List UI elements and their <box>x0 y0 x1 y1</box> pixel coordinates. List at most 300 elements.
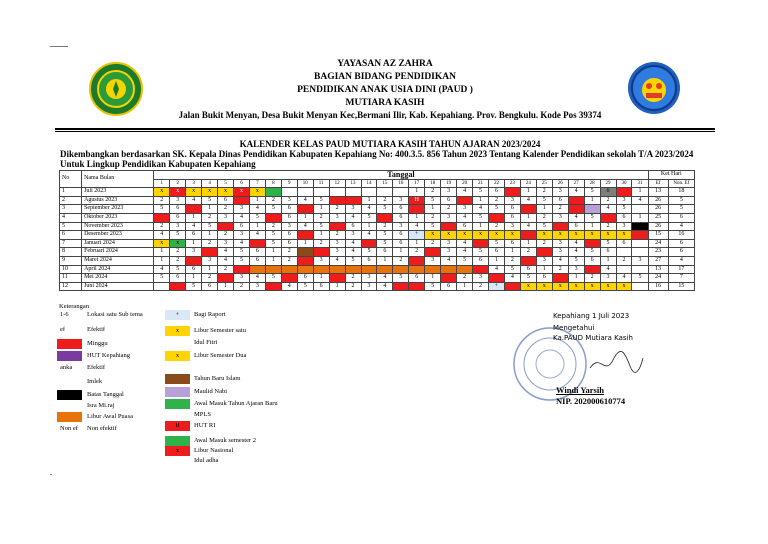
day-cell: 6 <box>600 248 616 257</box>
row-nonef: 4 <box>668 222 694 231</box>
day-cell: 5 <box>600 239 616 248</box>
legend-label: Minggu <box>87 340 108 347</box>
day-cell: 3 <box>202 256 218 265</box>
bottom-dot <box>50 474 52 475</box>
day-cell <box>473 239 489 248</box>
day-cell: 5 <box>473 248 489 257</box>
row-nonef: 6 <box>668 248 694 257</box>
day-cell: x <box>457 231 473 240</box>
signature-place-date: Kepahiang 1 Juli 2023 <box>553 312 630 320</box>
col-nama-bulan: Nama Bulan <box>82 171 154 188</box>
day-cell: 2 <box>536 239 552 248</box>
day-cell: 4 <box>345 248 361 257</box>
day-cell: 3 <box>552 248 568 257</box>
header-divider-top <box>55 128 715 130</box>
day-cell: 3 <box>441 248 457 257</box>
day-cell: 6 <box>281 239 297 248</box>
head-col-ef: Ef <box>648 179 668 188</box>
day-cell: 4 <box>249 274 265 283</box>
right-logo-emblem <box>628 62 680 114</box>
row-no: 11 <box>60 274 82 283</box>
day-cell: 6 <box>281 213 297 222</box>
day-cell: 5 <box>632 274 648 283</box>
month-name: Januari 2024 <box>82 239 154 248</box>
institution-header <box>160 58 610 110</box>
day-cell: 1 <box>361 222 377 231</box>
day-cell: 2 <box>393 256 409 265</box>
day-cell <box>473 265 489 274</box>
day-cell: 6 <box>504 205 520 214</box>
row-no: 4 <box>60 213 82 222</box>
day-cell: 2 <box>457 274 473 283</box>
day-cell: x <box>249 188 265 197</box>
day-cell: 4 <box>568 248 584 257</box>
day-cell <box>329 196 345 205</box>
day-cell: 4 <box>186 196 202 205</box>
day-cell: 4 <box>218 248 234 257</box>
month-row <box>60 188 695 197</box>
day-cell: 6 <box>393 205 409 214</box>
day-cell <box>265 282 281 291</box>
day-cell <box>393 188 409 197</box>
day-cell: 1 <box>202 265 218 274</box>
day-cell: 3 <box>393 196 409 205</box>
head-col-nonef: Non. Ef <box>668 179 694 188</box>
row-no: 3 <box>60 205 82 214</box>
day-cell: 4 <box>234 213 250 222</box>
day-header: 13 <box>345 179 361 188</box>
month-name: September 2023 <box>82 205 154 214</box>
day-cell: x <box>600 231 616 240</box>
day-cell <box>281 265 297 274</box>
day-cell: 4 <box>457 239 473 248</box>
day-cell: 2 <box>504 256 520 265</box>
day-cell: 1 <box>361 196 377 205</box>
day-cell: 6 <box>170 205 186 214</box>
month-name: Oktober 2023 <box>82 213 154 222</box>
corner-mark <box>50 46 68 47</box>
day-cell: 5 <box>361 248 377 257</box>
col-no: No <box>60 171 82 188</box>
day-header: 18 <box>425 179 441 188</box>
day-cell: 5 <box>234 248 250 257</box>
month-row <box>60 256 695 265</box>
day-cell: 4 <box>218 256 234 265</box>
day-cell: x <box>600 282 616 291</box>
row-no: 10 <box>60 265 82 274</box>
legend-label: HUT Kepahiang <box>87 352 131 359</box>
day-cell: 1 <box>584 222 600 231</box>
day-cell: 1 <box>536 205 552 214</box>
day-header: 7 <box>249 179 265 188</box>
day-cell <box>552 222 568 231</box>
legend-code: Non ef <box>60 425 78 432</box>
day-cell: 4 <box>489 265 505 274</box>
month-name: Mei 2024 <box>82 274 154 283</box>
day-cell: 4 <box>186 222 202 231</box>
day-cell: 4 <box>568 239 584 248</box>
row-ef: 15 <box>648 231 668 240</box>
day-cell: 6 <box>552 196 568 205</box>
day-cell: 3 <box>281 222 297 231</box>
day-cell: 6 <box>186 231 202 240</box>
row-no: 1 <box>60 188 82 197</box>
day-cell: 4 <box>632 196 648 205</box>
day-cell: 3 <box>345 205 361 214</box>
day-cell: 1 <box>329 282 345 291</box>
day-cell <box>393 282 409 291</box>
row-no: 9 <box>60 256 82 265</box>
day-cell: 5 <box>489 205 505 214</box>
day-cell <box>170 282 186 291</box>
month-row <box>60 205 695 214</box>
day-cell: 5 <box>345 256 361 265</box>
day-cell <box>329 265 345 274</box>
day-cell: 1 <box>457 282 473 291</box>
day-cell: 5 <box>393 274 409 283</box>
day-cell <box>616 248 632 257</box>
day-cell: 1 <box>520 239 536 248</box>
day-cell: 2 <box>536 213 552 222</box>
day-cell: x <box>536 282 552 291</box>
day-cell: 1 <box>186 213 202 222</box>
day-cell: x <box>425 231 441 240</box>
day-cell: 2 <box>218 231 234 240</box>
day-cell: 3 <box>473 274 489 283</box>
day-header: 24 <box>520 179 536 188</box>
month-name: Desember 2023 <box>82 231 154 240</box>
day-cell: 3 <box>249 282 265 291</box>
day-cell: 3 <box>361 274 377 283</box>
day-cell <box>265 265 281 274</box>
legend-label: Awal Masuk semester 2 <box>194 437 257 444</box>
day-cell: 1 <box>377 256 393 265</box>
day-cell <box>457 196 473 205</box>
day-cell <box>281 274 297 283</box>
day-cell: x <box>441 231 457 240</box>
day-cell: 5 <box>265 239 281 248</box>
row-no: 6 <box>60 231 82 240</box>
day-cell: 6 <box>457 222 473 231</box>
day-cell: 2 <box>281 248 297 257</box>
legend-label: Efektif <box>87 326 106 333</box>
day-cell: 2 <box>202 239 218 248</box>
signature-mengetahui: Mengetahui <box>553 324 595 332</box>
day-cell <box>265 213 281 222</box>
row-nonef: 5 <box>668 196 694 205</box>
month-row <box>60 213 695 222</box>
day-cell: 3 <box>552 239 568 248</box>
row-ef: 26 <box>648 196 668 205</box>
day-cell: 2 <box>218 205 234 214</box>
day-cell: 1 <box>393 248 409 257</box>
day-cell: 2 <box>377 196 393 205</box>
day-cell: 5 <box>425 282 441 291</box>
day-cell <box>154 213 170 222</box>
legend-swatch <box>57 339 82 349</box>
day-cell: 5 <box>536 222 552 231</box>
row-nonef: 15 <box>668 282 694 291</box>
legend-label: Non efektif <box>87 425 117 432</box>
legend-label: Idul Fitri <box>194 339 218 346</box>
day-cell: 6 <box>504 213 520 222</box>
day-cell: 2 <box>234 282 250 291</box>
day-cell: 6 <box>249 256 265 265</box>
day-cell: 1 <box>520 213 536 222</box>
day-cell: x <box>568 282 584 291</box>
day-cell <box>361 265 377 274</box>
day-cell: 5 <box>186 282 202 291</box>
day-cell: 3 <box>329 213 345 222</box>
day-cell: 3 <box>313 256 329 265</box>
legend-swatch <box>165 436 190 446</box>
day-cell <box>616 265 632 274</box>
legend-swatch <box>57 390 82 400</box>
day-cell: 5 <box>616 205 632 214</box>
day-cell: 4 <box>329 256 345 265</box>
day-cell: 3 <box>393 222 409 231</box>
month-name: Juli 2023 <box>82 188 154 197</box>
day-header: 27 <box>568 179 584 188</box>
month-name: Februari 2024 <box>82 248 154 257</box>
day-header: 8 <box>265 179 281 188</box>
legend-swatch <box>165 374 190 384</box>
day-cell: 2 <box>154 222 170 231</box>
signature-block <box>553 311 693 343</box>
day-cell: 2 <box>552 265 568 274</box>
day-cell <box>249 239 265 248</box>
header-line-4: MUTIARA KASIH <box>345 98 425 108</box>
day-header: 29 <box>600 179 616 188</box>
row-nonef: 17 <box>668 265 694 274</box>
day-cell: 2 <box>281 256 297 265</box>
day-cell: 2 <box>552 205 568 214</box>
row-no: 2 <box>60 196 82 205</box>
col-ket: Ket <box>660 171 670 177</box>
day-cell: 4 <box>281 282 297 291</box>
day-cell: 1 <box>520 188 536 197</box>
day-cell: 2 <box>425 188 441 197</box>
day-cell <box>632 222 648 231</box>
day-cell: 3 <box>329 239 345 248</box>
legend-swatch <box>165 387 190 397</box>
day-cell <box>616 188 632 197</box>
calendar-body <box>60 188 695 291</box>
day-cell: 2 <box>329 231 345 240</box>
day-cell <box>568 205 584 214</box>
day-cell: 4 <box>504 274 520 283</box>
day-cell: 6 <box>297 274 313 283</box>
day-cell: 1 <box>202 205 218 214</box>
day-cell <box>632 265 648 274</box>
day-cell: 5 <box>234 256 250 265</box>
day-header: 21 <box>473 179 489 188</box>
row-nonef: 4 <box>668 256 694 265</box>
month-name: Maret 2024 <box>82 256 154 265</box>
day-cell: 2 <box>425 213 441 222</box>
legend-swatch: x <box>165 351 190 361</box>
day-cell <box>218 274 234 283</box>
legend-code: 1-6 <box>60 311 69 318</box>
row-no: 8 <box>60 248 82 257</box>
day-cell: 6 <box>249 248 265 257</box>
day-cell: 1 <box>313 205 329 214</box>
day-cell: 5 <box>568 256 584 265</box>
day-cell <box>600 213 616 222</box>
day-cell: 1 <box>425 205 441 214</box>
day-cell: 6 <box>186 265 202 274</box>
legend-swatch: x <box>165 446 190 456</box>
day-cell <box>186 205 202 214</box>
legend-label: Batas Tanggal <box>87 391 124 398</box>
day-cell: 1 <box>249 196 265 205</box>
day-cell: 6 <box>170 274 186 283</box>
day-cell <box>632 239 648 248</box>
legend-label: Isra Mi.raj <box>87 402 115 409</box>
day-cell: + <box>489 282 505 291</box>
day-cell: x <box>520 282 536 291</box>
header-address: Jalan Bukit Menyan, Desa Bukit Menyan Kec,Bermani Ilir, Kab. Kepahiang. Prov. Bengkulu. Kode Pos 39374 <box>178 110 602 120</box>
day-cell: 6 <box>218 196 234 205</box>
day-cell: 5 <box>457 256 473 265</box>
day-cell: 2 <box>520 248 536 257</box>
day-cell <box>457 265 473 274</box>
day-cell: 2 <box>345 274 361 283</box>
day-cell <box>377 265 393 274</box>
day-cell: 2 <box>473 282 489 291</box>
legend-label: Tahun Baru Islam <box>194 375 241 382</box>
calendar-title: KALENDER KELAS PAUD MUTIARA KASIH TAHUN AJARAN 2023/2024 <box>239 139 541 149</box>
day-cell <box>297 248 313 257</box>
day-cell: 5 <box>377 205 393 214</box>
row-nonef: 7 <box>668 274 694 283</box>
col-tanggal: Tanggal <box>154 171 648 180</box>
day-header: 22 <box>489 179 505 188</box>
row-ef: 25 <box>648 213 668 222</box>
legend-heading: Keterangan <box>59 303 89 310</box>
left-logo-emblem <box>91 64 141 114</box>
day-header: 12 <box>329 179 345 188</box>
legend-label: Libur Semester Dua <box>194 352 247 359</box>
day-cell: 1 <box>297 239 313 248</box>
day-cell: 6 <box>313 282 329 291</box>
legend-label: Bagi Raport <box>194 311 226 318</box>
legend-label: Lokasi satu Sub tema <box>87 311 143 318</box>
day-header: 25 <box>536 179 552 188</box>
day-cell <box>265 188 281 197</box>
row-no: 5 <box>60 222 82 231</box>
day-cell <box>552 274 568 283</box>
day-cell: 5 <box>154 274 170 283</box>
day-cell: x <box>552 282 568 291</box>
day-cell <box>218 222 234 231</box>
day-cell <box>313 188 329 197</box>
day-cell: 5 <box>473 188 489 197</box>
signature-name: Windi Yarsih <box>556 385 604 395</box>
row-ef: 27 <box>648 256 668 265</box>
day-cell: 5 <box>154 205 170 214</box>
row-ef: 13 <box>648 188 668 197</box>
day-cell: 6 <box>202 282 218 291</box>
day-cell: 5 <box>313 196 329 205</box>
day-cell: 1 <box>425 274 441 283</box>
day-cell <box>249 265 265 274</box>
day-header: 4 <box>202 179 218 188</box>
day-cell: 1 <box>504 248 520 257</box>
month-row <box>60 274 695 283</box>
day-cell: 5 <box>425 196 441 205</box>
day-cell: 1 <box>313 231 329 240</box>
day-cell: x <box>234 188 250 197</box>
day-cell <box>632 231 648 240</box>
legend-label: Libur Awal Puasa <box>87 413 133 420</box>
day-cell: 3 <box>218 239 234 248</box>
day-cell <box>345 188 361 197</box>
month-row <box>60 231 695 240</box>
day-cell <box>409 256 425 265</box>
day-cell: 1 <box>218 282 234 291</box>
day-cell: 4 <box>249 231 265 240</box>
day-cell: 2 <box>265 222 281 231</box>
legend-swatch <box>165 399 190 409</box>
day-cell: 4 <box>552 256 568 265</box>
day-cell: 1 <box>409 188 425 197</box>
day-header: 14 <box>361 179 377 188</box>
day-cell <box>504 282 520 291</box>
row-nonef: 18 <box>668 188 694 197</box>
day-cell <box>329 274 345 283</box>
legend-code: anka <box>60 364 73 371</box>
row-ef: 24 <box>648 239 668 248</box>
day-cell: 4 <box>520 222 536 231</box>
day-cell <box>632 248 648 257</box>
day-cell: 1 <box>568 274 584 283</box>
day-cell: 1 <box>265 256 281 265</box>
day-cell: x <box>170 239 186 248</box>
day-cell: 2 <box>218 265 234 274</box>
day-cell: 4 <box>377 274 393 283</box>
day-cell: 3 <box>234 274 250 283</box>
day-cell <box>234 265 250 274</box>
day-cell: 4 <box>457 248 473 257</box>
day-cell <box>520 205 536 214</box>
day-cell: 6 <box>504 239 520 248</box>
day-cell: 6 <box>170 213 186 222</box>
signature-nip: NIP. 202000610774 <box>556 396 626 406</box>
day-cell: x <box>218 188 234 197</box>
day-cell: x <box>584 282 600 291</box>
day-cell: 5 <box>425 222 441 231</box>
day-cell <box>234 196 250 205</box>
row-nonef: 6 <box>668 213 694 222</box>
day-cell: 4 <box>520 196 536 205</box>
day-cell: 5 <box>297 282 313 291</box>
day-cell: 3 <box>170 196 186 205</box>
left-logo <box>89 62 143 116</box>
day-cell <box>297 188 313 197</box>
day-cell: 2 <box>154 196 170 205</box>
day-cell: 2 <box>170 248 186 257</box>
day-cell: 5 <box>473 213 489 222</box>
day-cell <box>361 188 377 197</box>
day-cell: 3 <box>616 196 632 205</box>
calendar-head-row-1 <box>60 171 695 180</box>
day-cell: 4 <box>441 256 457 265</box>
day-cell <box>520 256 536 265</box>
day-header: 19 <box>441 179 457 188</box>
day-cell: 2 <box>377 222 393 231</box>
day-cell: 1 <box>202 231 218 240</box>
